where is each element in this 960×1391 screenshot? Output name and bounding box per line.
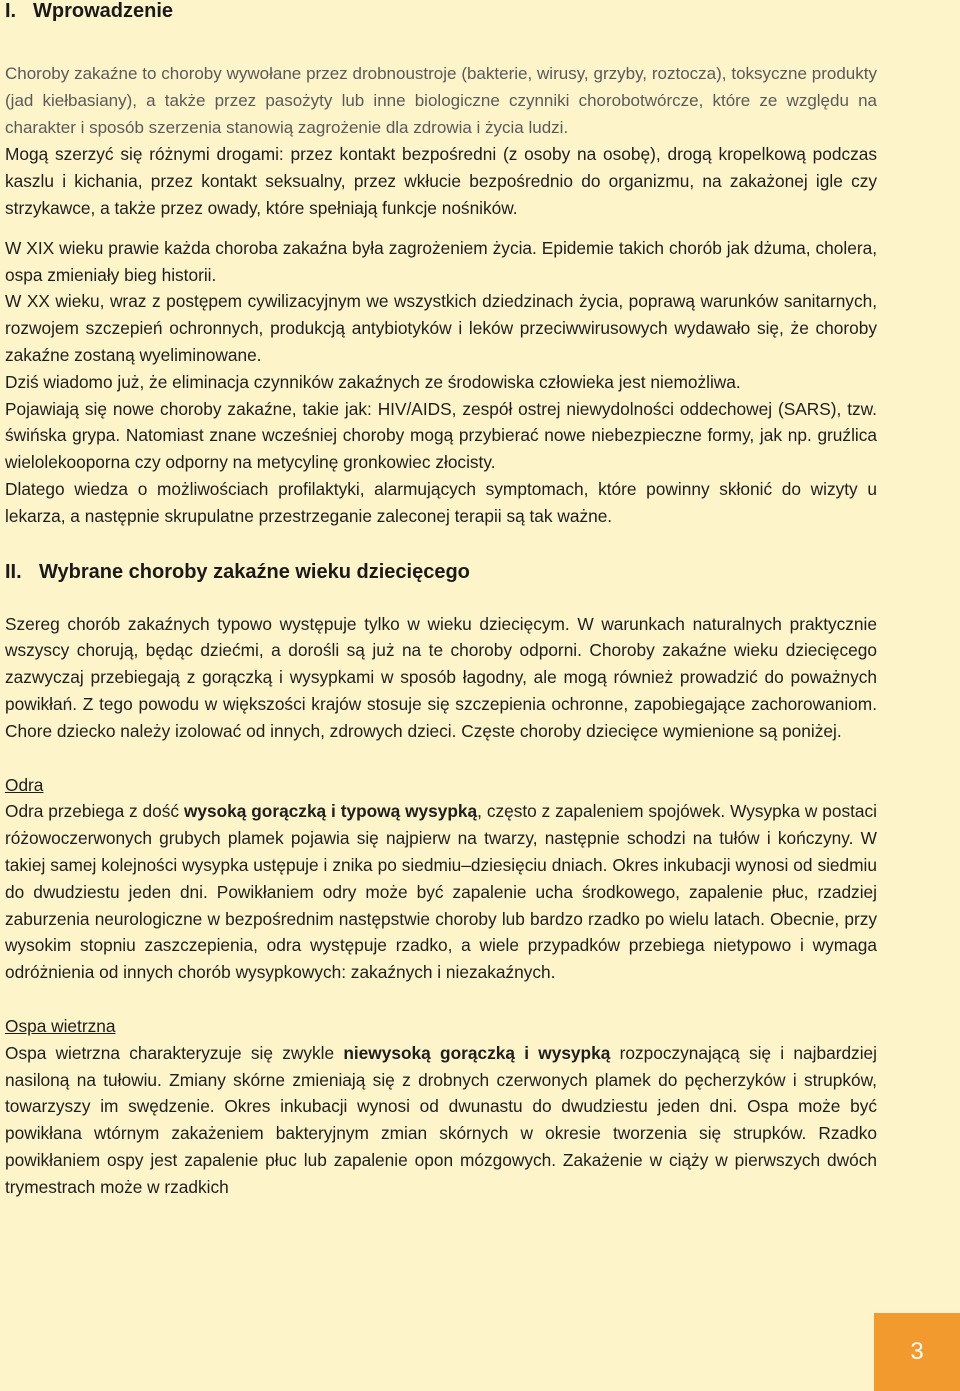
paragraph-today: Dziś wiadomo już, że eliminacja czynników zakaźnych ze środowiska człowieka jest niemożliwa. bbox=[5, 371, 741, 392]
paragraph-transmission: Mogą szerzyć się różnymi drogami: przez kontakt bezpośredni (z osoby na osobę), drogą kropelkową podczas kaszlu i kichania, przez kontakt seksualny, przez wkłucie bezpośrednio do organizmu, na zakażonej igle czy strzykawce, a także przez owady, które spełniają funkcje nośników. bbox=[5, 144, 877, 218]
section-1-title: Wprowadzenie bbox=[33, 0, 174, 22]
section-1-number: I. bbox=[5, 0, 17, 22]
paragraph-odra bbox=[5, 798, 877, 986]
paragraph-19th-century: W XIX wieku prawie każda choroba zakaźna była zagrożeniem życia. Epidemie takich chorób jak dżuma, cholera, ospa zmieniały bieg historii. bbox=[5, 237, 877, 285]
ospa-text-post: rozpoczynającą się i najbardziej nasiloną na tułowiu. Zmiany skórne zmieniają się z drobnych czerwonych plamek do pęcherzyków i strupków, towarzyszy im swędzenie. Okres inkubacji wynosi od dwunastu do dwudziestu jeden dni. Ospa może być powikłana wtórnym zakażeniem bakteryjnym zmian skórnych w okresie tworzenia się strupków. Rzadko powikłaniem ospy jest zapalenie płuc lub zapalenie opon mózgowych. Zakażenie w ciąży w pierwszych dwóch trymestrach może w rzadkich bbox=[5, 1042, 877, 1197]
intro-paragraph: Choroby zakaźne to choroby wywołane przez drobnoustroje (bakterie, wirusy, grzyby, roztocza), toksyczne produkty (jad kiełbasiany), a także przez pasożyty lub inne biologiczne czynniki chorobotwórcze, które ze względu na charakter i sposób szerzenia stanowią zagrożenie dla zdrowia i życia ludzi. bbox=[5, 64, 877, 137]
page-number-tab bbox=[874, 1313, 960, 1391]
paragraph-ospa bbox=[5, 1040, 877, 1201]
odra-text-post: , często z zapaleniem spojówek. Wysypka w postaci różowoczerwonych grubych plamek pojawia się najpierw na twarzy, następnie schodzi na tułów i kończyny. W takiej samej kolejności wysypka ustępuje i znika po siedmiu–dziesięciu dniach. Okres inkubacji wynosi od siedmiu do dwudziestu jeden dni. Powikłaniem odry może być zapalenie ucha środkowego, zapalenie płuc, rzadziej zaburzenia neurologiczne w bezpośrednim następstwie choroby lub bardzo rzadko po wielu latach. Obecnie, przy wysokim stopniu zaszczepienia, odra występuje rzadko, a wiele przypadków przebiega nietypowo i wymaga odróżnienia od innych chorób wysypkowych: zakaźnych i niezakaźnych. bbox=[5, 801, 878, 983]
intro-block bbox=[5, 61, 877, 141]
section-1-heading bbox=[5, 0, 877, 23]
odra-text-bold: wysoką gorączką i typową wysypką bbox=[183, 801, 478, 822]
ospa-text-bold: niewysoką gorączką i wysypką bbox=[343, 1042, 611, 1063]
section-2-title: Wybrane choroby zakaźne wieku dziecięcego bbox=[39, 560, 470, 583]
odra-text-pre: Odra przebiega z dość bbox=[5, 801, 184, 822]
section-2-heading bbox=[5, 560, 877, 584]
paragraph-new-diseases: Pojawiają się nowe choroby zakaźne, takie jak: HIV/AIDS, zespół ostrej niewydolności oddechowej (SARS), tzw. świńska grypa. Natomiast znane wcześniej choroby mogą przybierać nowe niebezpieczne formy, jak np. gruźlica wielolekooporna czy odporny na metycylinę gronkowiec złocisty. bbox=[5, 398, 877, 473]
subheading-ospa: Ospa wietrzna bbox=[5, 1015, 116, 1036]
document-page bbox=[5, 0, 877, 1200]
ospa-text-pre: Ospa wietrzna charakteryzuje się zwykle bbox=[5, 1042, 344, 1063]
section-2-number: II. bbox=[5, 560, 22, 583]
paragraph-20th-century: W XX wieku, wraz z postępem cywilizacyjnym we wszystkich dziedzinach życia, poprawą warunków sanitarnych, rozwojem szczepień ochronnych, produkcją antybiotyków i leków przeciwwirusowych wydawało się, że choroby zakaźne zostaną wyeliminowane. bbox=[5, 291, 877, 365]
paragraph-childhood-diseases: Szereg chorób zakaźnych typowo występuje tylko w wieku dziecięcym. W warunkach naturalnych praktycznie wszyscy chorują, będąc dziećmi, a dorośli są już na te choroby odporni. Choroby zakaźne wieku dziecięcego zazwyczaj przebiegają z gorączką i wysypkami w sposób łagodny, ale mogą również prowadzić do poważnych powikłań. Z tego powodu w większości krajów stosuje się szczepienia ochronne, zapobiegające zachorowaniom. Chore dziecko należy izolować od innych, zdrowych dzieci. Częste choroby dziecięce wymienione są poniżej. bbox=[5, 613, 877, 741]
page-number: 3 bbox=[910, 1338, 924, 1365]
subheading-odra: Odra bbox=[5, 774, 44, 795]
paragraph-prevention: Dlatego wiedza o możliwościach profilaktyki, alarmujących symptomach, które powinny skłonić do wizyty u lekarza, a następnie skrupulatne przestrzeganie zaleconej terapii są tak ważne. bbox=[5, 478, 877, 526]
